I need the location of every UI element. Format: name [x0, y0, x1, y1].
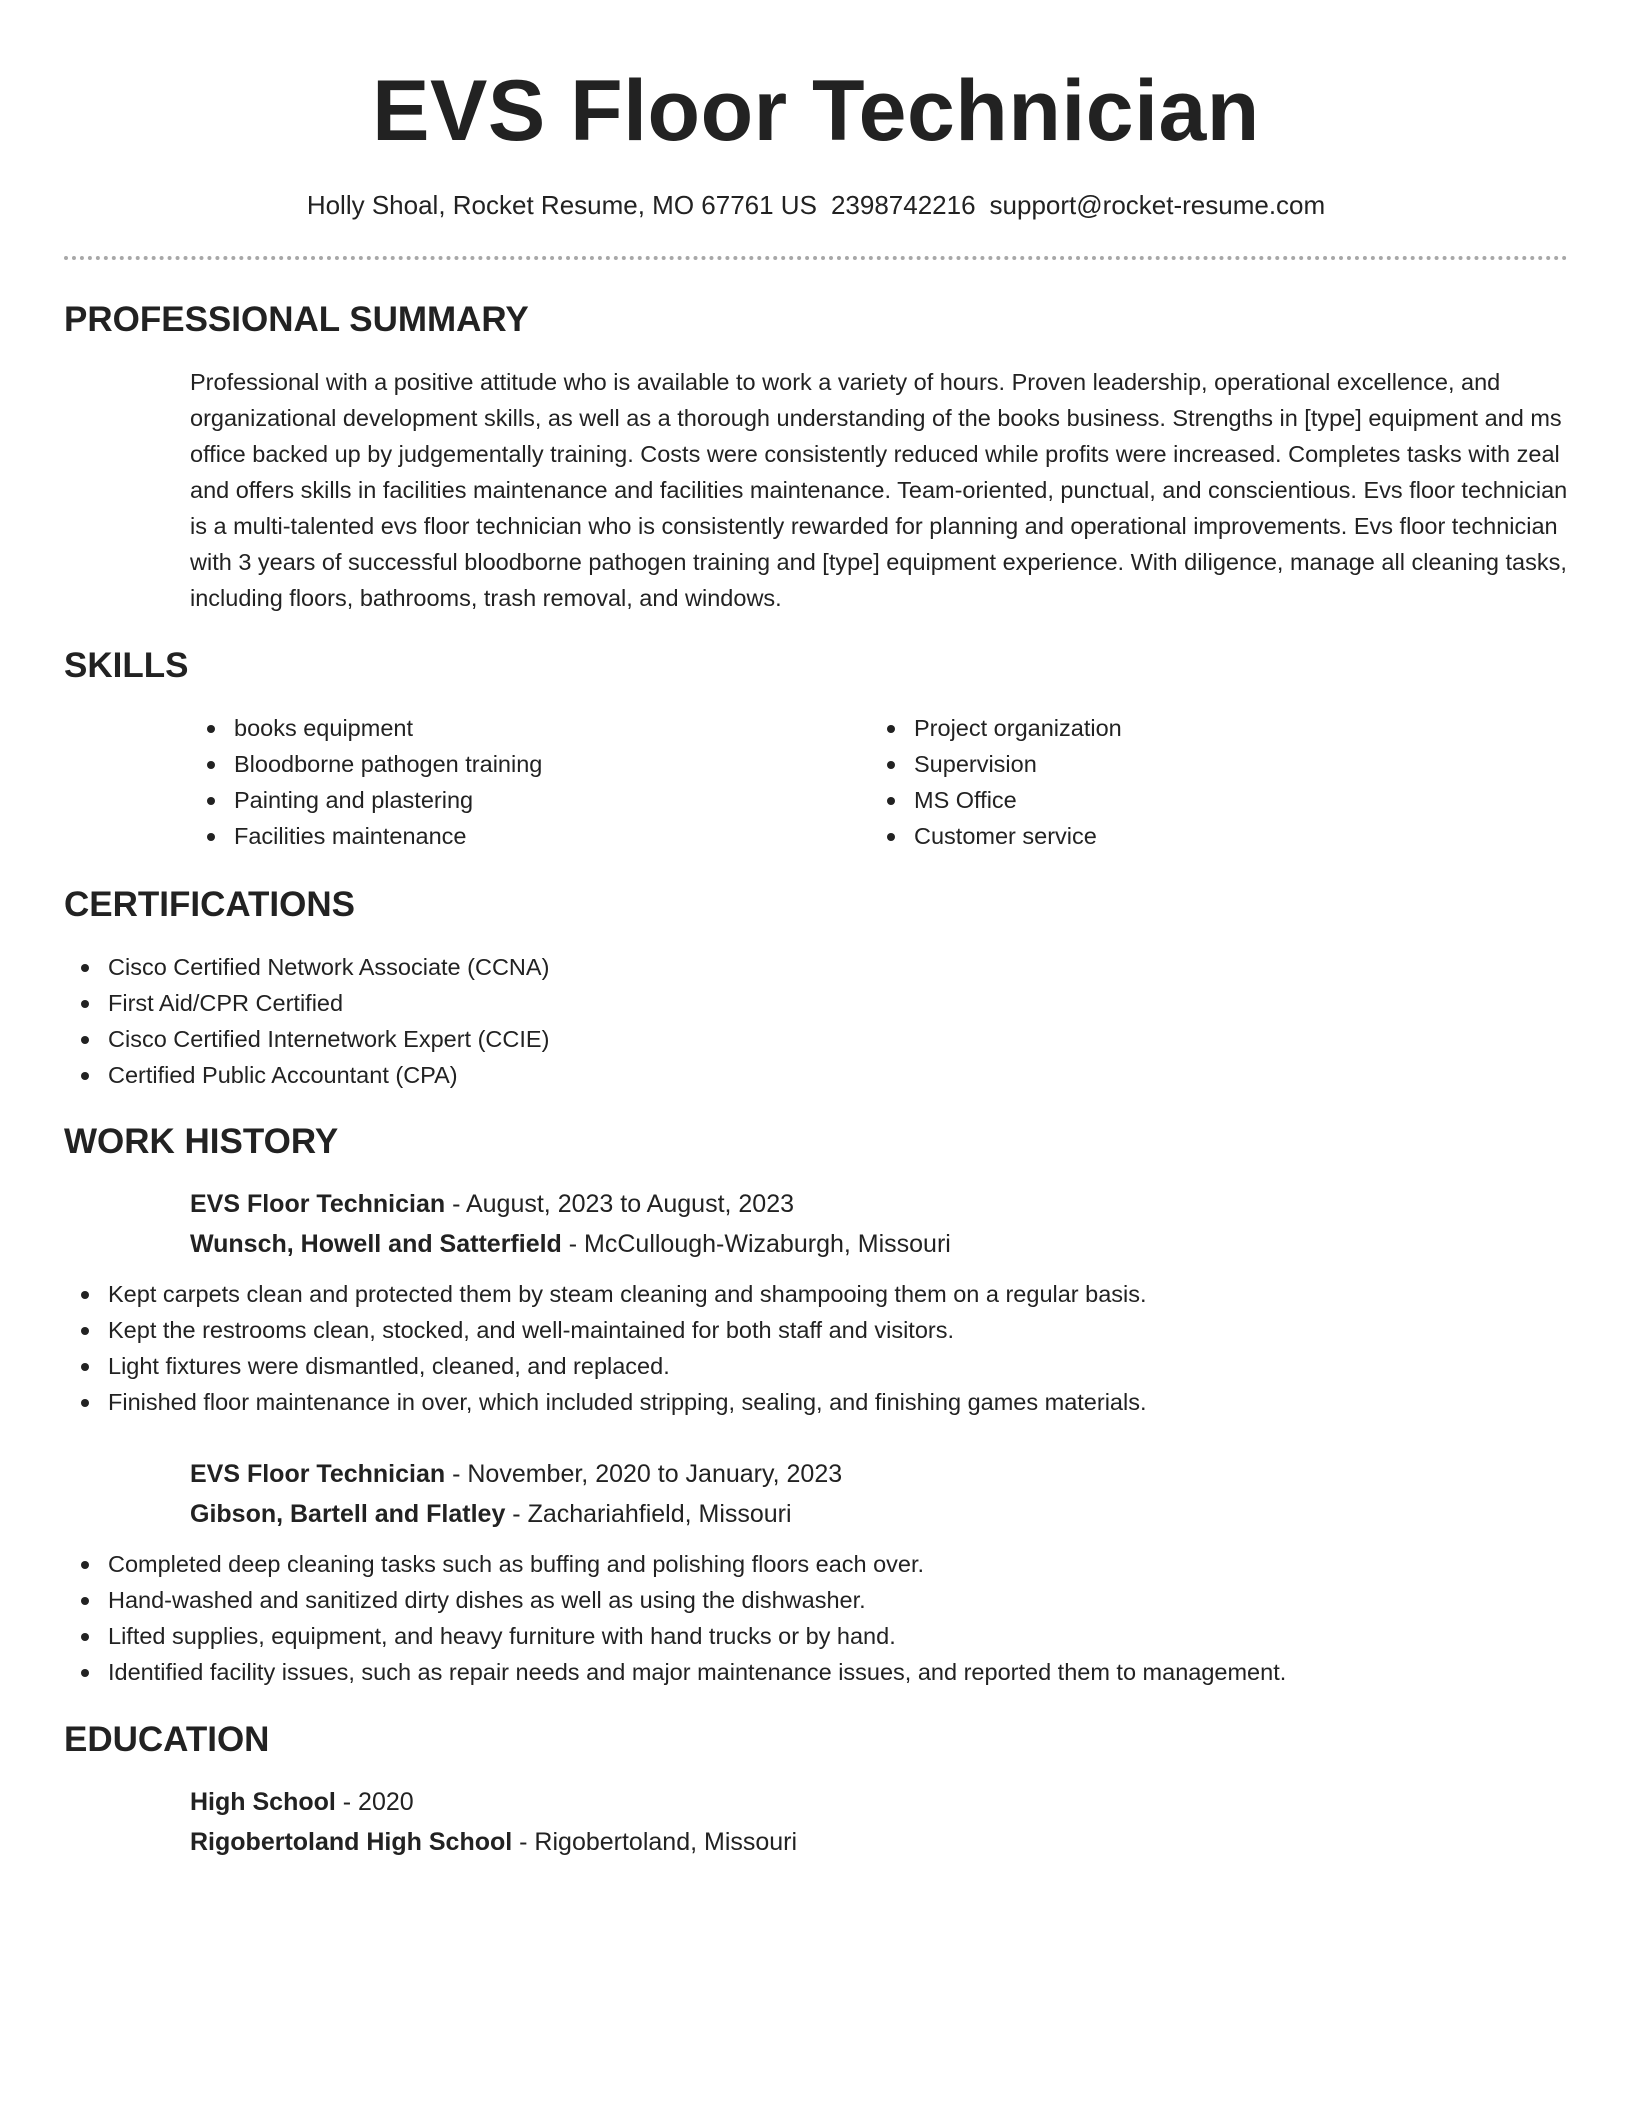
- certification-item: Cisco Certified Internetwork Expert (CCIE): [64, 1021, 1568, 1057]
- education-school: Rigobertoland High School: [190, 1828, 513, 1856]
- job-duty-item: Hand-washed and sanitized dirty dishes as well as using the dishwasher.: [64, 1582, 1568, 1618]
- contact-line: [64, 188, 1568, 222]
- job-company: Wunsch, Howell and Satterfield: [190, 1230, 562, 1258]
- skill-item: Bloodborne pathogen training: [190, 746, 870, 782]
- contact-address: Holly Shoal, Rocket Resume, MO 67761 US: [306, 190, 817, 220]
- education-heading: EDUCATION: [64, 1720, 270, 1759]
- job-dates: - November, 2020 to January, 2023: [445, 1460, 843, 1488]
- certifications-heading: CERTIFICATIONS: [64, 885, 356, 924]
- job-entry: [190, 1454, 1568, 1534]
- contact-phone: 2398742216: [830, 190, 976, 220]
- job-dates: - August, 2023 to August, 2023: [445, 1190, 795, 1218]
- education-degree: High School: [190, 1788, 336, 1816]
- job-duties-list: [64, 1546, 1568, 1690]
- job-duty-item: Identified facility issues, such as repair needs and major maintenance issues, and reported them to management.: [64, 1654, 1568, 1690]
- job-location: - McCullough-Wizaburgh, Missouri: [561, 1230, 951, 1258]
- job-entry: [190, 1184, 1568, 1264]
- job-company-line: [190, 1224, 1568, 1264]
- job-duty-item: Kept carpets clean and protected them by steam cleaning and shampooing them on a regular basis.: [64, 1276, 1568, 1312]
- education-year: - 2020: [335, 1788, 414, 1816]
- work-history-section: [64, 1120, 1568, 1690]
- education-location: - Rigobertoland, Missouri: [512, 1828, 798, 1856]
- work-history-heading: WORK HISTORY: [64, 1122, 339, 1161]
- job-title-line: [190, 1454, 1568, 1494]
- job-title: EVS Floor Technician: [190, 1460, 446, 1488]
- contact-email: support@rocket-resume.com: [989, 190, 1326, 220]
- skill-item: Customer service: [870, 818, 1550, 854]
- skill-item: Painting and plastering: [190, 782, 870, 818]
- summary-heading: PROFESSIONAL SUMMARY: [64, 300, 529, 339]
- education-entry: [190, 1782, 1568, 1862]
- skill-item: Project organization: [870, 710, 1550, 746]
- job-duty-item: Light fixtures were dismantled, cleaned, and replaced.: [64, 1348, 1568, 1384]
- job-title-line: [190, 1184, 1568, 1224]
- resume-title: EVS Floor Technician: [372, 63, 1260, 159]
- skill-item: Facilities maintenance: [190, 818, 870, 854]
- skill-item: Supervision: [870, 746, 1550, 782]
- skills-section: [64, 644, 1568, 854]
- education-school-line: [190, 1822, 1568, 1862]
- certification-item: First Aid/CPR Certified: [64, 985, 1568, 1021]
- education-degree-line: [190, 1782, 1568, 1822]
- certifications-section: [64, 883, 1568, 1093]
- job-duty-item: Completed deep cleaning tasks such as buffing and polishing floors each over.: [64, 1546, 1568, 1582]
- certification-item: Cisco Certified Network Associate (CCNA): [64, 949, 1568, 985]
- job-company-line: [190, 1494, 1568, 1534]
- job-duties-list: [64, 1276, 1568, 1420]
- header-divider: [64, 256, 1568, 260]
- skill-item: books equipment: [190, 710, 870, 746]
- skills-heading: SKILLS: [64, 646, 189, 685]
- skills-list-left: [190, 710, 870, 854]
- job-title: EVS Floor Technician: [190, 1190, 446, 1218]
- summary-section: [64, 298, 1568, 616]
- skill-item: MS Office: [870, 782, 1550, 818]
- job-duty-item: Finished floor maintenance in over, which included stripping, sealing, and finishing games materials.: [64, 1384, 1568, 1420]
- skills-list-right: [870, 710, 1550, 854]
- skills-columns: [190, 710, 1568, 854]
- summary-text: Professional with a positive attitude who is available to work a variety of hours. Proven leadership, operational excellence, and organizational development skills, as well as a thorough understanding of the books business. Strengths in [type] equipment and ms office backed up by judgementally training. Costs were consistently reduced while profits were increased. Completes tasks with zeal and offers skills in facilities maintenance and facilities maintenance. Team-oriented, punctual, and conscientious. Evs floor technician is a multi-talented evs floor technician who is consistently rewarded for planning and operational improvements. Evs floor technician with 3 years of successful bloodborne pathogen training and [type] equipment experience. With diligence, manage all cleaning tasks, including floors, bathrooms, trash removal, and windows.: [190, 369, 1568, 611]
- job-company: Gibson, Bartell and Flatley: [190, 1500, 506, 1528]
- certification-item: Certified Public Accountant (CPA): [64, 1057, 1568, 1093]
- job-location: - Zachariahfield, Missouri: [505, 1500, 792, 1528]
- certifications-list: [64, 949, 1568, 1093]
- education-section: [64, 1718, 1568, 1862]
- job-duty-item: Lifted supplies, equipment, and heavy furniture with hand trucks or by hand.: [64, 1618, 1568, 1654]
- resume-page: [64, 0, 1568, 1856]
- job-duty-item: Kept the restrooms clean, stocked, and well-maintained for both staff and visitors.: [64, 1312, 1568, 1348]
